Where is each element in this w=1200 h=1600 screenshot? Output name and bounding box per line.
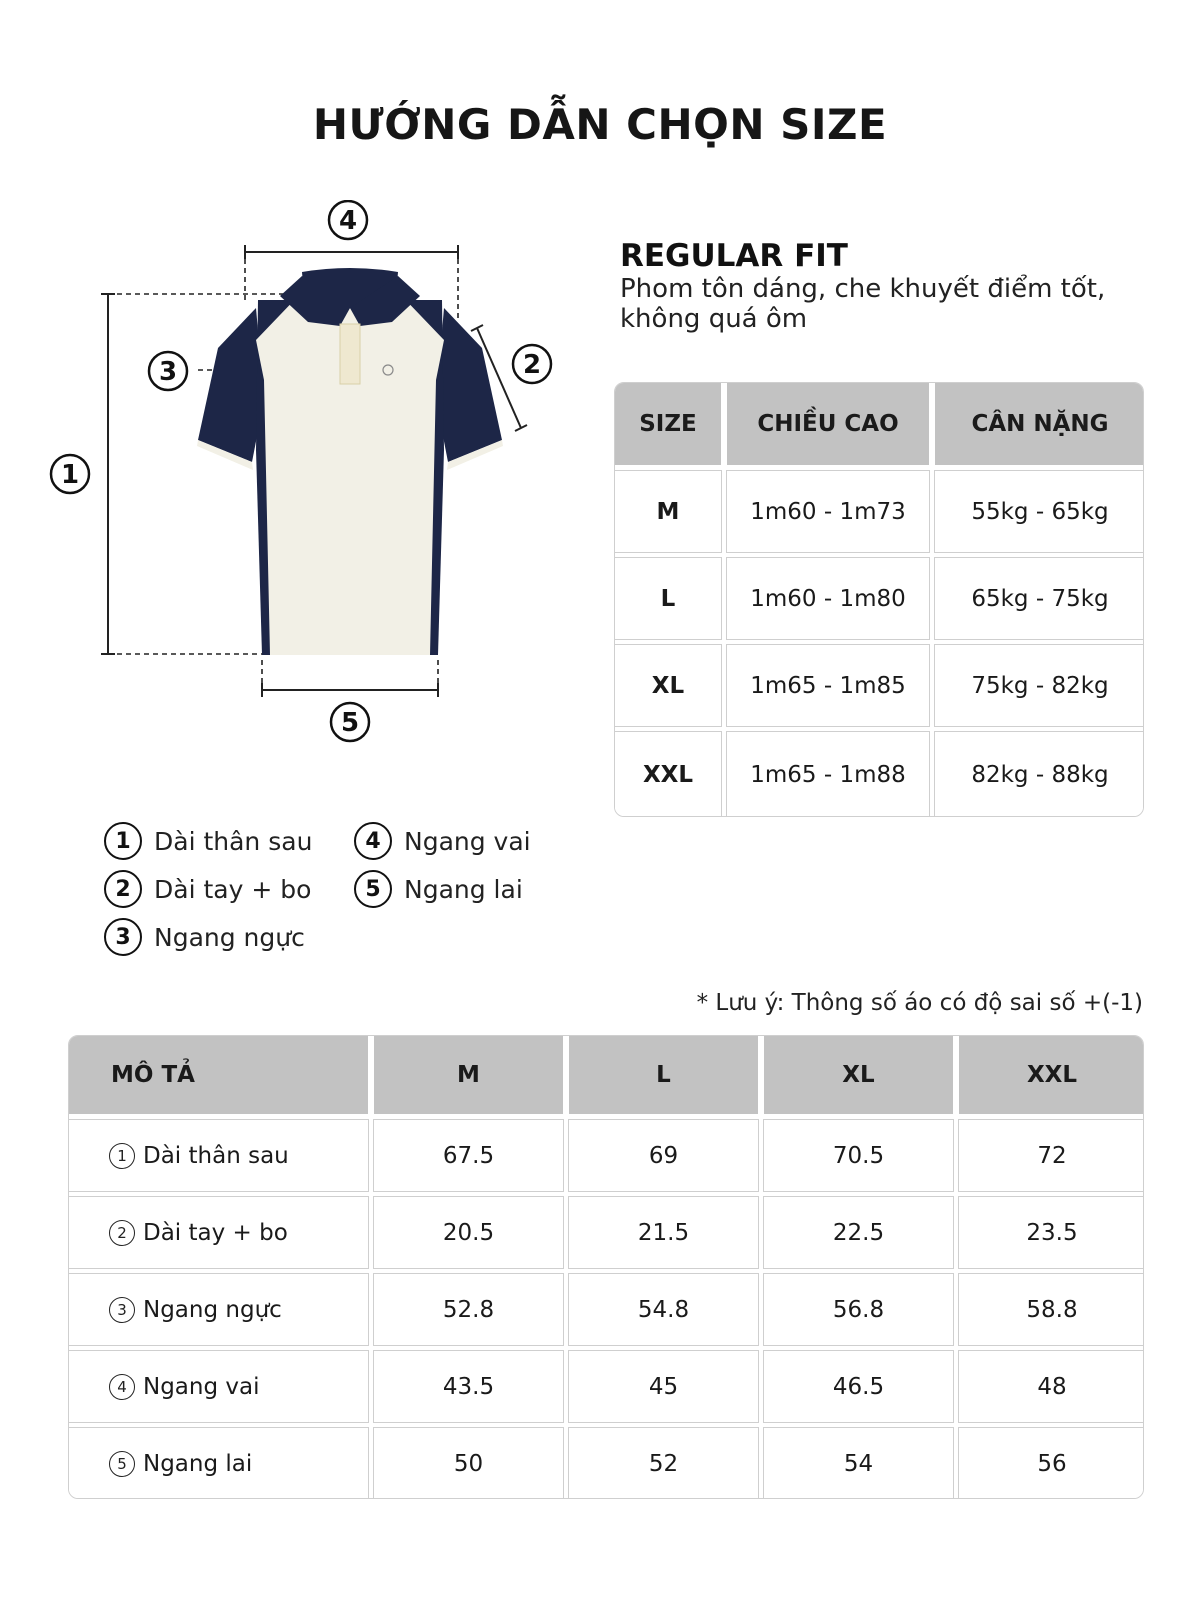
measure-label-cell	[68, 1119, 369, 1192]
row-label: Ngang lai	[143, 1451, 253, 1477]
value-cell: 58.8	[958, 1273, 1144, 1346]
marker-2: 2	[522, 350, 542, 380]
header-size-m: M	[374, 1036, 563, 1114]
value-cell: 48	[958, 1350, 1144, 1423]
legend-label: Ngang ngực	[154, 922, 305, 952]
value-cell: 50	[373, 1427, 564, 1499]
value-cell: 56	[958, 1427, 1144, 1499]
value-cell: 22.5	[763, 1196, 954, 1269]
value-cell: 52.8	[373, 1273, 564, 1346]
row-number: 3	[109, 1297, 135, 1323]
weight-cell: 55kg - 65kg	[934, 470, 1144, 553]
size-cell: XXL	[614, 731, 722, 817]
row-label: Ngang vai	[143, 1373, 260, 1400]
row-number: 2	[109, 1220, 135, 1246]
row-label: Ngang ngực	[143, 1296, 282, 1323]
header-size-l: L	[569, 1036, 758, 1114]
header-size: SIZE	[615, 383, 721, 465]
size-cell: XL	[614, 644, 722, 727]
row-number: 1	[109, 1143, 135, 1169]
legend-label: Dài thân sau	[154, 826, 313, 856]
measurement-legend	[104, 822, 564, 972]
value-cell: 43.5	[373, 1350, 564, 1423]
measure-label-cell	[68, 1273, 369, 1346]
size-cell: M	[614, 470, 722, 553]
shirt-diagram	[40, 200, 600, 770]
legend-number: 3	[104, 918, 142, 956]
legend-item	[354, 822, 531, 860]
value-cell: 21.5	[568, 1196, 759, 1269]
row-number: 5	[109, 1451, 135, 1477]
polo-shirt-illustration	[40, 200, 600, 770]
header-size-xxl: XXL	[959, 1036, 1144, 1114]
legend-item	[354, 870, 523, 908]
row-label: Dài tay + bo	[143, 1219, 288, 1246]
value-cell: 67.5	[373, 1119, 564, 1192]
value-cell: 46.5	[763, 1350, 954, 1423]
marker-1: 1	[60, 460, 80, 490]
value-cell: 70.5	[763, 1119, 954, 1192]
value-cell: 54.8	[568, 1273, 759, 1346]
fit-description: Phom tôn dáng, che khuyết điểm tốt, không quá ôm	[620, 274, 1106, 334]
legend-label: Dài tay + bo	[154, 874, 312, 904]
measurement-table	[68, 1035, 1144, 1499]
value-cell: 23.5	[958, 1196, 1144, 1269]
legend-item	[104, 822, 312, 860]
value-cell: 56.8	[763, 1273, 954, 1346]
height-cell: 1m60 - 1m80	[726, 557, 930, 640]
legend-number: 5	[354, 870, 392, 908]
value-cell: 54	[763, 1427, 954, 1499]
legend-number: 4	[354, 822, 392, 860]
header-description: MÔ TẢ	[69, 1036, 368, 1114]
marker-3: 3	[158, 357, 178, 387]
measure-label-cell	[68, 1196, 369, 1269]
size-cell: L	[614, 557, 722, 640]
value-cell: 45	[568, 1350, 759, 1423]
legend-number: 1	[104, 822, 142, 860]
marker-5: 5	[340, 708, 360, 738]
height-cell: 1m65 - 1m85	[726, 644, 930, 727]
header-size-xl: XL	[764, 1036, 953, 1114]
row-number: 4	[109, 1374, 135, 1400]
tolerance-note: * Lưu ý: Thông số áo có độ sai số +(-1)	[696, 990, 1143, 1016]
measure-label-cell	[68, 1427, 369, 1499]
header-height: CHIỀU CAO	[727, 383, 929, 465]
header-weight: CÂN NẶNG	[935, 383, 1144, 465]
legend-item	[104, 870, 311, 908]
value-cell: 69	[568, 1119, 759, 1192]
marker-4: 4	[338, 206, 358, 236]
height-cell: 1m60 - 1m73	[726, 470, 930, 553]
size-recommendation-table	[614, 382, 1144, 817]
weight-cell: 75kg - 82kg	[934, 644, 1144, 727]
legend-label: Ngang vai	[404, 826, 531, 856]
value-cell: 72	[958, 1119, 1144, 1192]
weight-cell: 82kg - 88kg	[934, 731, 1144, 817]
fit-title: REGULAR FIT	[620, 238, 848, 274]
measure-label-cell	[68, 1350, 369, 1423]
row-label: Dài thân sau	[143, 1142, 289, 1169]
legend-item	[104, 918, 305, 956]
weight-cell: 65kg - 75kg	[934, 557, 1144, 640]
value-cell: 52	[568, 1427, 759, 1499]
legend-label: Ngang lai	[404, 874, 523, 904]
height-cell: 1m65 - 1m88	[726, 731, 930, 817]
value-cell: 20.5	[373, 1196, 564, 1269]
page-title: HƯỚNG DẪN CHỌN SIZE	[312, 100, 888, 149]
legend-number: 2	[104, 870, 142, 908]
